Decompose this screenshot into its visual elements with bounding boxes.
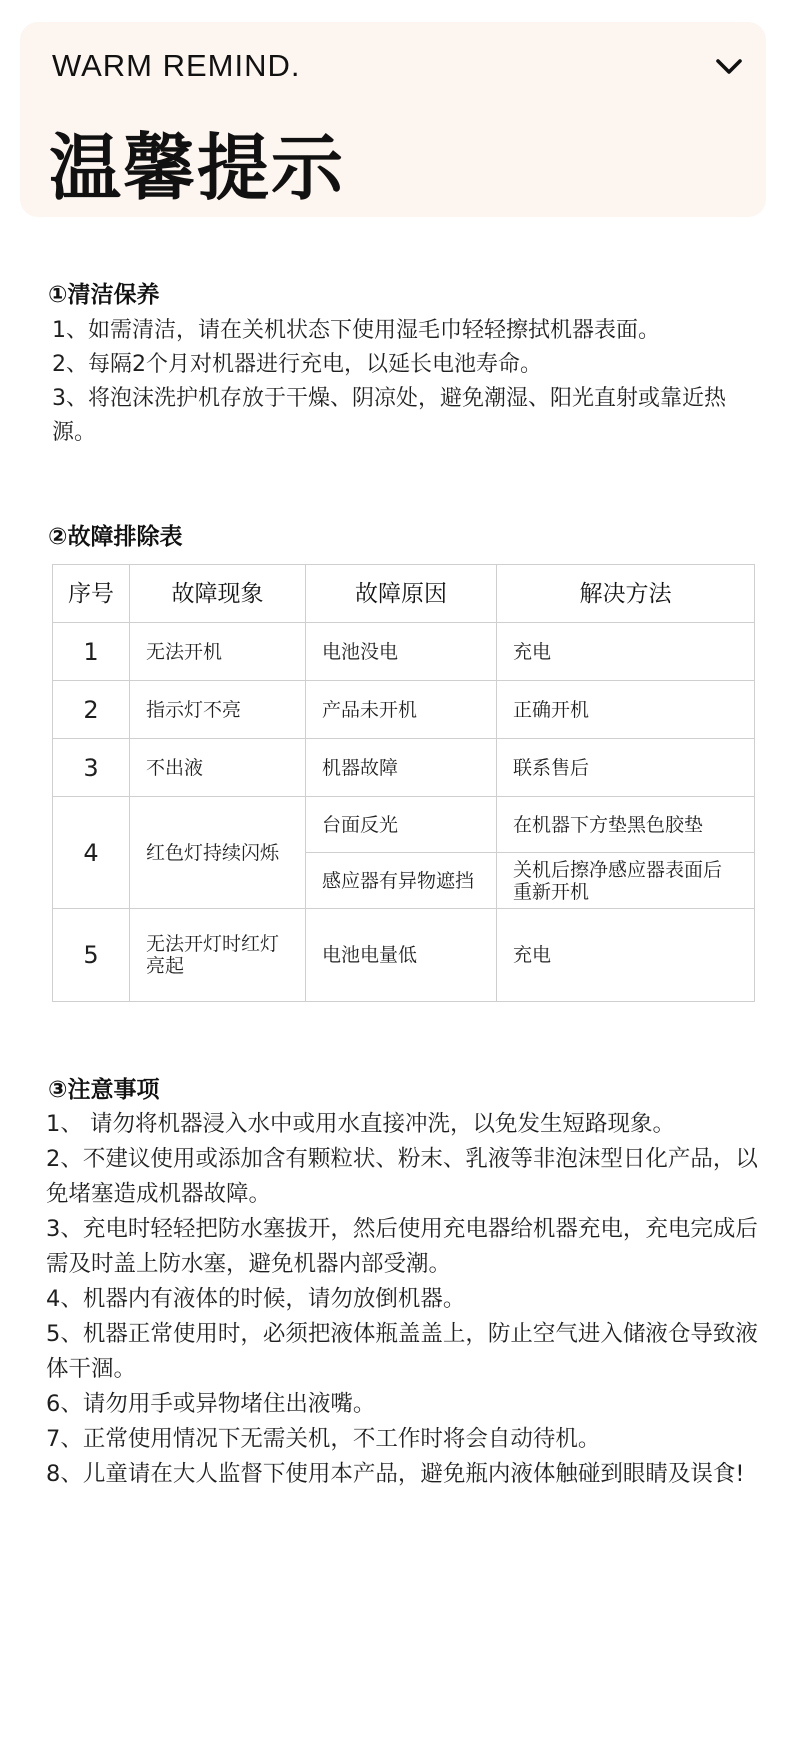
cleaning-list <box>52 314 762 450</box>
row-num: 4 <box>53 797 130 909</box>
row-cause: 电池电量低 <box>306 909 497 1002</box>
row-symptom: 无法开机 <box>130 623 306 681</box>
row-num: 2 <box>53 681 130 739</box>
row-symptom: 无法开灯时红灯亮起 <box>130 909 306 1002</box>
table-row <box>53 909 755 1002</box>
cleaning-item: 1、如需清洁，请在关机状态下使用湿毛巾轻轻擦拭机器表面。 <box>52 318 660 343</box>
row-solution: 联系售后 <box>497 739 755 797</box>
row-solution: 充电 <box>497 623 755 681</box>
precaution-item: 8、儿童请在大人监督下使用本产品，避免瓶内液体触碰到眼睛及误食! <box>46 1461 745 1487</box>
row-solution: 在机器下方垫黑色胶垫 <box>497 797 755 853</box>
row-solution: 正确开机 <box>497 681 755 739</box>
precaution-item: 6、请勿用手或异物堵住出液嘴。 <box>46 1391 376 1417</box>
precaution-item: 3、充电时轻轻把防水塞拔开，然后使用充电器给机器充电，充电完成后需及时盖上防水塞，避免机器内部受潮。 <box>46 1216 758 1277</box>
troubleshooting-table <box>52 564 755 1002</box>
precaution-item: 1、 请勿将机器浸入水中或用水直接冲洗，以免发生短路现象。 <box>46 1111 675 1137</box>
section-title-cleaning: ①清洁保养 <box>48 282 160 308</box>
table-header-row <box>53 565 755 623</box>
row-cause: 感应器有异物遮挡 <box>306 853 497 909</box>
precaution-item: 2、不建议使用或添加含有颗粒状、粉末、乳液等非泡沫型日化产品，以免堵塞造成机器故障。 <box>46 1146 758 1207</box>
header-card <box>20 22 766 217</box>
cleaning-item: 2、每隔2个月对机器进行充电，以延长电池寿命。 <box>52 352 542 377</box>
row-num: 3 <box>53 739 130 797</box>
table-row <box>53 797 755 853</box>
row-num: 5 <box>53 909 130 1002</box>
header-title-en: WARM REMIND. <box>52 48 301 83</box>
table-row <box>53 739 755 797</box>
row-symptom: 红色灯持续闪烁 <box>130 797 306 909</box>
section-title-precautions: ③注意事项 <box>48 1077 160 1103</box>
precaution-item: 7、正常使用情况下无需关机，不工作时将会自动待机。 <box>46 1426 601 1452</box>
row-cause: 产品未开机 <box>306 681 497 739</box>
header-solution: 解决方法 <box>497 565 755 623</box>
cleaning-item: 3、将泡沫洗护机存放于干燥、阴凉处，避免潮湿、阳光直射或靠近热源。 <box>52 386 726 445</box>
row-solution: 关机后擦净感应器表面后重新开机 <box>497 853 755 909</box>
header-num: 序号 <box>53 565 130 623</box>
row-symptom: 不出液 <box>130 739 306 797</box>
row-cause: 电池没电 <box>306 623 497 681</box>
row-symptom: 指示灯不亮 <box>130 681 306 739</box>
header-symptom: 故障现象 <box>130 565 306 623</box>
row-num: 1 <box>53 623 130 681</box>
row-solution: 充电 <box>497 909 755 1002</box>
chevron-down-icon[interactable] <box>712 50 746 84</box>
precautions-list <box>46 1107 766 1492</box>
precaution-item: 4、机器内有液体的时候，请勿放倒机器。 <box>46 1286 466 1312</box>
row-cause: 台面反光 <box>306 797 497 853</box>
header-title-zh: 温馨提示 <box>49 126 346 210</box>
table-row <box>53 681 755 739</box>
section-title-troubleshooting: ②故障排除表 <box>48 524 183 550</box>
row-cause: 机器故障 <box>306 739 497 797</box>
header-cause: 故障原因 <box>306 565 497 623</box>
precaution-item: 5、机器正常使用时，必须把液体瓶盖盖上，防止空气进入储液仓导致液体干涸。 <box>46 1321 758 1382</box>
table-row <box>53 623 755 681</box>
